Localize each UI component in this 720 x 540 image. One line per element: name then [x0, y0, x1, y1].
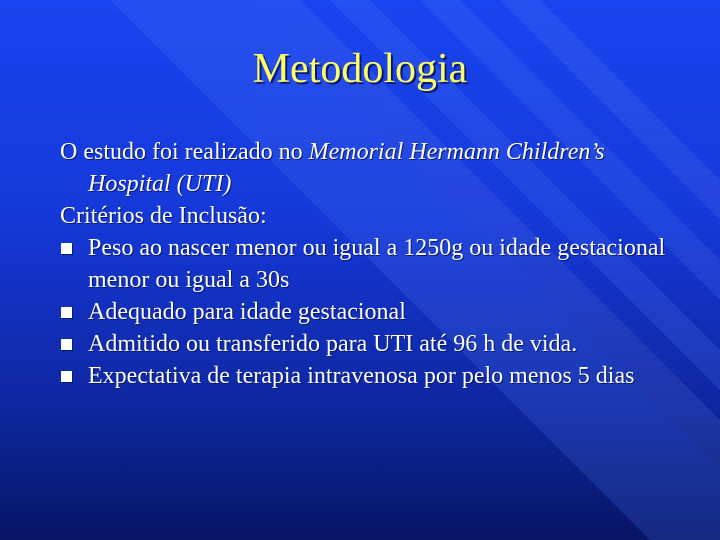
bullet-item	[60, 360, 690, 392]
square-bullet-icon	[61, 243, 72, 254]
study-location	[60, 136, 690, 200]
bullet-item	[60, 232, 690, 296]
bullet-text: Peso ao nascer menor ou igual a 1250g ou idade gestacional menor ou igual a 30s	[88, 235, 666, 293]
square-bullet-icon	[61, 339, 72, 350]
hospital-name: Memorial Hermann Children’s Hospital (UTI)	[88, 139, 605, 197]
slide-body	[60, 136, 690, 392]
square-bullet-icon	[61, 307, 72, 318]
slide-title: Metodologia	[252, 46, 468, 92]
criteria-heading: Critérios de Inclusão:	[60, 203, 267, 229]
square-bullet-icon	[61, 371, 72, 382]
bullet-item	[60, 296, 690, 328]
bullet-text: Admitido ou transferido para UTI até 96 h de vida.	[88, 331, 578, 357]
bullet-item	[60, 328, 690, 360]
bullet-text: Expectativa de terapia intravenosa por pelo menos 5 dias	[88, 363, 635, 389]
bullet-text: Adequado para idade gestacional	[88, 299, 406, 325]
intro-text: O estudo foi realizado no	[60, 139, 309, 165]
